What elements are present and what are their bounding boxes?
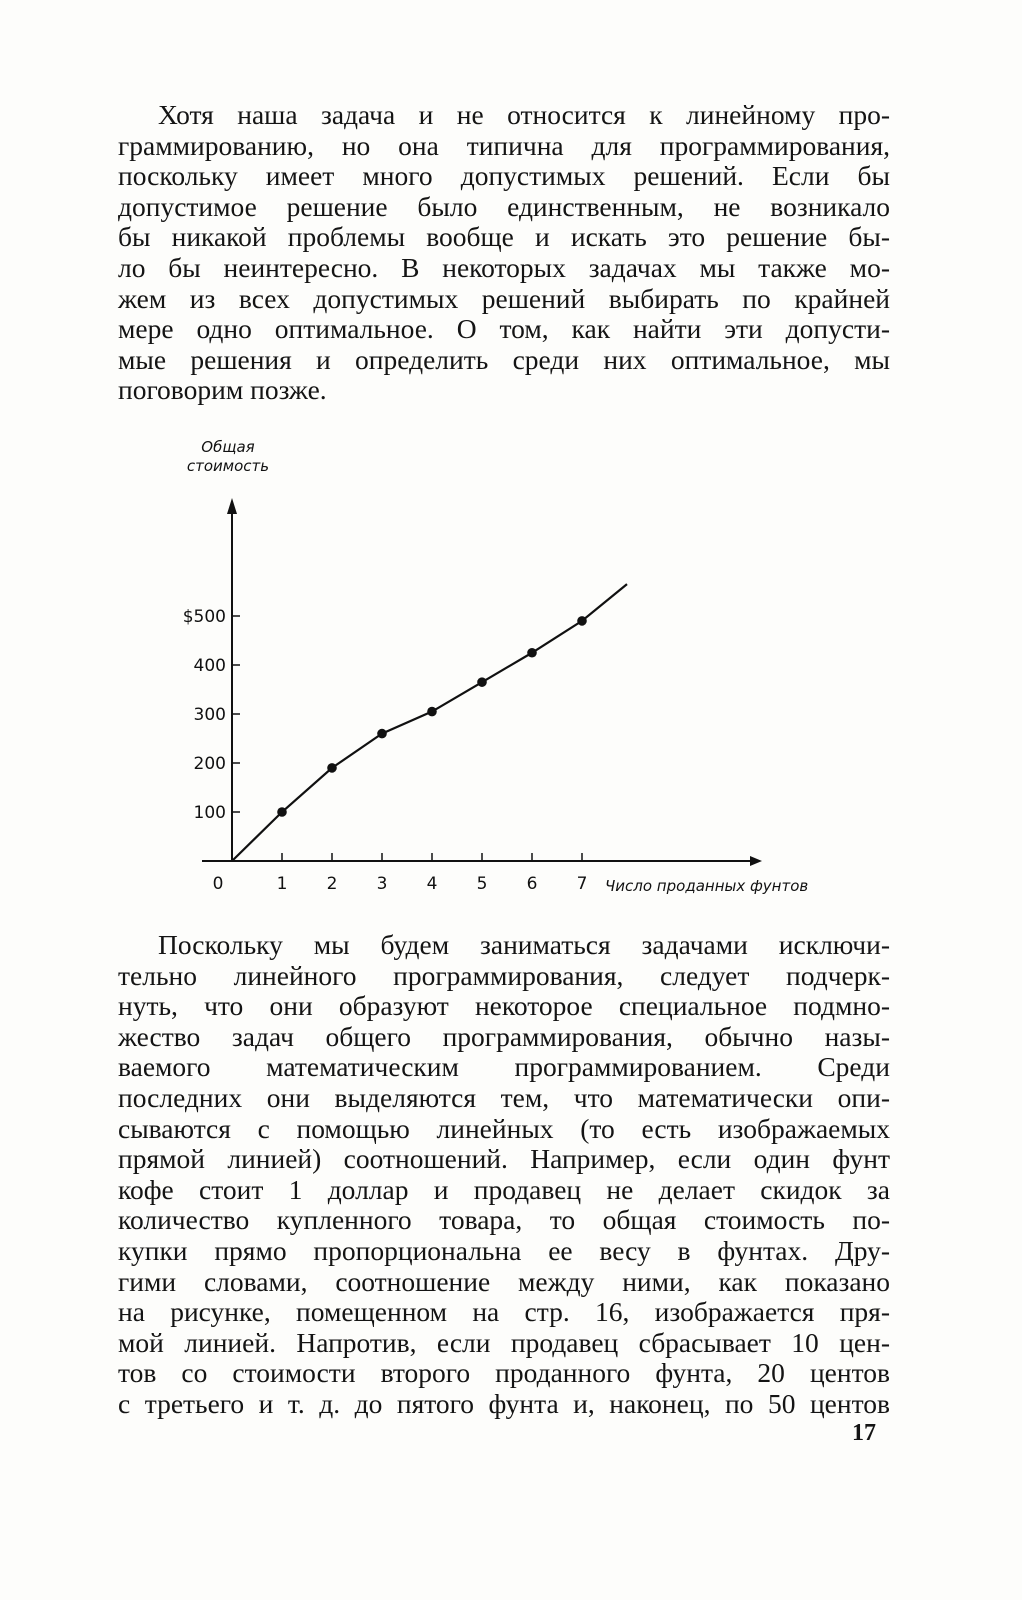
data-point (477, 677, 487, 687)
text-line: жество задач общего программирования, обычно назы- (118, 1020, 890, 1052)
cost-chart (150, 430, 870, 910)
paragraph-2 (118, 930, 890, 1420)
cost-line (232, 584, 627, 861)
y-axis-title: стоимость (186, 457, 270, 475)
text-line: Поскольку мы будем заниматься задачами исключи- (158, 929, 890, 960)
text-line: поговорим позже. (118, 374, 327, 406)
text-line: граммированию, но она типична для программирования, (118, 129, 890, 161)
text-line: количество купленного товара, то общая стоимость по- (118, 1204, 890, 1236)
x-tick-label: 3 (376, 874, 388, 894)
text-line: нуть, что они образуют некоторое специальное подмно- (118, 990, 890, 1022)
text-line: жем из всех допустимых решений выбирать по крайней (118, 282, 890, 314)
text-line: тов со стоимости второго проданного фунта, 20 центов (118, 1357, 890, 1389)
cost-chart-svg (150, 430, 870, 910)
data-point (327, 763, 337, 773)
x-tick-label: 5 (476, 874, 488, 894)
x-axis-arrow (750, 856, 762, 866)
y-tick-label: $500 (182, 607, 226, 627)
data-point (427, 707, 437, 717)
page-number: 17 (852, 1420, 876, 1446)
text-line: бы никакой проблемы вообще и искать это решение бы- (118, 221, 890, 253)
x-tick-label: 7 (576, 874, 588, 894)
y-tick-label: 400 (193, 656, 226, 676)
text-line: ло бы неинтересно. В некоторых задачах мы также мо- (118, 251, 890, 283)
data-point (577, 616, 587, 626)
x-tick-label: 4 (426, 874, 438, 894)
data-point (527, 648, 537, 658)
text-line: на рисунке, помещенном на стр. 16, изображается пря- (118, 1296, 890, 1328)
x-tick-label: 6 (526, 874, 538, 894)
y-axis-title: Общая (201, 438, 255, 456)
text-line: мере одно оптимальное. О том, как найти эти допусти- (118, 313, 890, 345)
text-line: сываются с помощью линейных (то есть изображаемых (118, 1112, 890, 1144)
text-line: Хотя наша задача и не относится к линейному про- (158, 99, 890, 130)
y-tick-label: 300 (193, 705, 226, 725)
text-line: допустимое решение было единственным, не возникало (118, 190, 890, 222)
x-tick-label: 1 (276, 874, 288, 894)
text-line: кофе стоит 1 доллар и продавец не делает скидок за (118, 1173, 890, 1205)
data-point (277, 807, 287, 817)
text-line: с третьего и т. д. до пятого фунта и, наконец, по 50 центов (118, 1387, 890, 1419)
x-tick-label: 0 (212, 874, 224, 894)
y-tick-label: 200 (193, 754, 226, 774)
x-axis-title: Число проданных фунтов (605, 877, 809, 895)
text-line: прямой линией) соотношений. Например, если один фунт (118, 1143, 890, 1175)
text-line: ваемого математическим программированием. Среди (118, 1051, 890, 1083)
text-line: поскольку имеет много допустимых решений. Если бы (118, 160, 890, 192)
text-line: последних они выделяются тем, что математически опи- (118, 1081, 890, 1113)
text-line: гими словами, соотношение между ними, как показано (118, 1265, 890, 1297)
text-line: тельно линейного программирования, следует подчерк- (118, 959, 890, 991)
paragraph-1 (118, 100, 890, 406)
x-tick-label: 2 (326, 874, 338, 894)
data-point (377, 729, 387, 739)
text-line: купки прямо пропорциональна ее весу в фунтах. Дру- (118, 1234, 890, 1266)
y-tick-label: 100 (193, 803, 226, 823)
text-line: мые решения и определить среди них оптимальное, мы (118, 343, 890, 375)
text-line: мой линией. Напротив, если продавец сбрасывает 10 цен- (118, 1326, 890, 1358)
y-axis-arrow (227, 498, 237, 514)
